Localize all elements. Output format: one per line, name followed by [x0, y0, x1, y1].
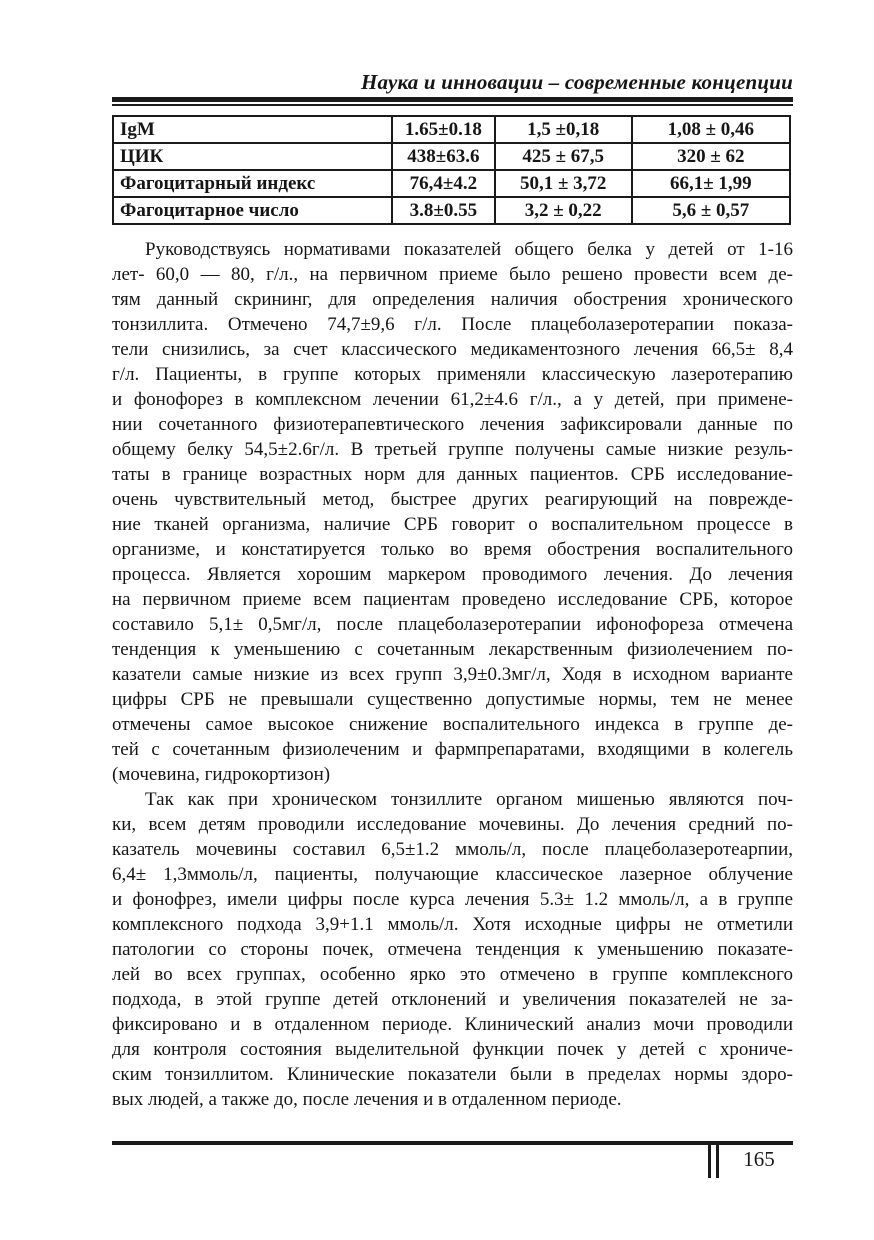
value-cell: 320 ± 62	[632, 143, 790, 170]
text-line: 6,4± 1,3ммоль/л, пациенты, получающие классическое лазерное облучение	[112, 864, 793, 885]
text-line: ки, всем детям проводили исследование мочевины. До лечения средний по-	[112, 814, 793, 835]
table-row	[113, 116, 790, 143]
table-row	[113, 197, 790, 224]
text-line: патологии со стороны почек, отмечена тенденция к уменьшению показате-	[112, 939, 793, 960]
text-line: отмечены самое высокое снижение воспалительного индекса в группе де-	[112, 714, 793, 735]
text-line: общему белку 54,5±2.6г/л. В третьей группе получены самые низкие резуль-	[112, 439, 793, 460]
value-cell: 1,08 ± 0,46	[632, 116, 790, 143]
results-table	[112, 115, 791, 225]
text-line: составило 5,1± 0,5мг/л, после плацеболазеротерапии ифонофореза отмечена	[112, 614, 793, 635]
text-line: тели снизились, за счет классического медикаментозного лечения 66,5± 8,4	[112, 339, 793, 360]
text-line: на первичном приеме всем пациентам проведено исследование СРБ, которое	[112, 589, 793, 610]
text-line: и фонофрез, имели цифры после курса лечения 5.3± 1.2 ммоль/л, а в группе	[112, 889, 793, 910]
results-table-body	[113, 116, 790, 224]
text-line: и фонофорез в комплексном лечении 61,2±4.6 г/л., а у детей, при примене-	[112, 389, 793, 410]
text-line: лет- 60,0 — 80, г/л., на первичном приеме было решено провести всем де-	[112, 264, 793, 285]
text-line: ние тканей организма, наличие СРБ говорит о воспалительном процессе в	[112, 514, 793, 535]
text-line: вых людей, а также до, после лечения и в отдаленном периоде.	[112, 1089, 622, 1110]
value-cell: 3.8±0.55	[392, 197, 495, 224]
value-cell: 5,6 ± 0,57	[632, 197, 790, 224]
text-line: тонзиллита. Отмечено 74,7±9,6 г/л. После плацеболазеротерапии показа-	[112, 314, 793, 335]
table-row	[113, 170, 790, 197]
row-label-cell: ЦИК	[113, 143, 392, 170]
text-line: для контроля состояния выделительной функции почек у детей с хрониче-	[112, 1039, 793, 1060]
text-line: очень чувствительный метод, быстрее других реагирующий на поврежде-	[112, 489, 793, 510]
text-line: казатели самые низкие из всех групп 3,9±0.3мг/л, Ходя в исходном варианте	[112, 664, 793, 685]
value-cell: 76,4±4.2	[392, 170, 495, 197]
value-cell: 66,1± 1,99	[632, 170, 790, 197]
value-cell: 438±63.6	[392, 143, 495, 170]
header-double-rule	[112, 97, 793, 106]
text-line: (мочевина, гидрокортизон)	[112, 764, 331, 785]
page-number: 165	[743, 1147, 775, 1171]
value-cell: 50,1 ± 3,72	[495, 170, 632, 197]
text-line: процесса. Является хорошим маркером проводимого лечения. До лечения	[112, 564, 793, 585]
footer-divider-bars	[708, 1141, 719, 1178]
row-label-cell: Фагоцитарное число	[113, 197, 392, 224]
text-line: г/л. Пациенты, в группе которых применяли классическую лазеротерапию	[112, 364, 793, 385]
text-line: тей с сочетанным физиолеченим и фармпрепаратами, входящими в колегель	[112, 739, 793, 760]
table-row	[113, 143, 790, 170]
text-line: фиксировано и в отдаленном периоде. Клинический анализ мочи проводили	[112, 1014, 793, 1035]
value-cell: 3,2 ± 0,22	[495, 197, 632, 224]
text-line: таты в границе возрастных норм для данных пациентов. СРБ исследование-	[112, 464, 793, 485]
text-line: Так как при хроническом тонзиллите органом мишенью являются поч-	[145, 789, 793, 810]
value-cell: 1.65±0.18	[392, 116, 495, 143]
body-text	[112, 237, 793, 1112]
text-line: тям данный скрининг, для определения наличия обострения хронического	[112, 289, 793, 310]
footer-rule	[112, 1141, 793, 1145]
row-label-cell: IgM	[113, 116, 392, 143]
text-line: казатель мочевины составил 6,5±1.2 ммоль/л, после плацеболазеротеарпии,	[112, 839, 793, 860]
text-line: Руководствуясь нормативами показателей общего белка у детей от 1-16	[145, 239, 793, 260]
row-label-cell: Фагоцитарный индекс	[113, 170, 392, 197]
text-line: подхода, в этой группе детей отклонений и увеличения показателей не за-	[112, 989, 793, 1010]
text-line: лей во всех группах, особенно ярко это отмечено в группе комплексного	[112, 964, 793, 985]
text-line: нии сочетанного физиотерапевтического лечения зафиксировали данные по	[112, 414, 793, 435]
journal-header-title: Наука и инновации – современные концепции	[360, 70, 793, 94]
text-line: цифры СРБ не превышали существенно допустимые нормы, тем не менее	[112, 689, 793, 710]
text-line: организме, и констатируется только во время обострения воспалительного	[112, 539, 793, 560]
value-cell: 425 ± 67,5	[495, 143, 632, 170]
text-line: комплексного подхода 3,9+1.1 ммоль/л. Хотя исходные цифры не отметили	[112, 914, 793, 935]
text-line: тенденция к уменьшению с сочетанным лекарственным физиолечением по-	[112, 639, 793, 660]
text-line: ским тонзиллитом. Клинические показатели были в пределах нормы здоро-	[112, 1064, 793, 1085]
value-cell: 1,5 ±0,18	[495, 116, 632, 143]
